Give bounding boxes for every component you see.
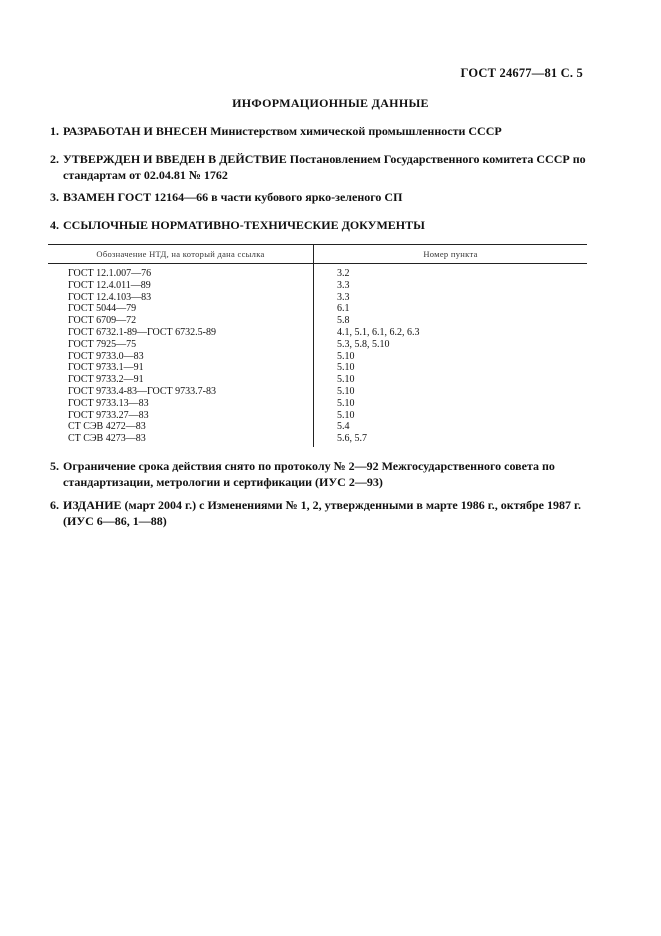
info-item-5 <box>50 458 590 490</box>
table-cell-document: ГОСТ 9733.0—83 <box>68 350 144 362</box>
table-cell-clause: 5.4 <box>337 421 350 433</box>
item-text: Ограничение срока действия снято по протоколу № 2—92 Межгосударственного совета по стандартизации, метрологии и сертификации (ИУС 2—93) <box>63 459 555 489</box>
table-cell-clause: 5.3, 5.8, 5.10 <box>337 338 390 350</box>
item-number: 3. <box>50 190 59 204</box>
item-number: 2. <box>50 152 59 166</box>
item-heading: УТВЕРЖДЕН И ВВЕДЕН В ДЕЙСТВИЕ <box>63 152 287 166</box>
table-cell-clause: 5.8 <box>337 315 350 327</box>
item-text: (март 2004 г.) с Изменениями № 1, 2, утвержденными в марте 1986 г., октябре 1987 г. (ИУС 6—86, 1—88) <box>63 498 582 528</box>
table-body <box>48 264 587 447</box>
item-number: 6. <box>50 498 59 512</box>
table-cell-document: СТ СЭВ 4272—83 <box>68 421 146 433</box>
table-cell-clause: 3.3 <box>337 291 350 303</box>
info-item-4 <box>50 217 590 233</box>
document-column <box>48 264 314 447</box>
item-number: 1. <box>50 124 59 138</box>
table-cell-clause: 3.2 <box>337 268 350 279</box>
item-text: Министерством химической промышленности СССР <box>207 124 502 138</box>
item-heading: РАЗРАБОТАН И ВНЕСЕН <box>63 124 208 138</box>
table-cell-document: ГОСТ 5044—79 <box>68 303 137 315</box>
table-cell-document: ГОСТ 9733.4-83—ГОСТ 9733.7-83 <box>68 385 216 397</box>
item-number: 4. <box>50 218 59 232</box>
table-cell-document: ГОСТ 9733.2—91 <box>68 374 144 386</box>
table-cell-document: СТ СЭВ 4273—83 <box>68 433 146 445</box>
table-cell-document: ГОСТ 12.4.011—89 <box>68 279 151 291</box>
column-header-clause: Номер пункта <box>423 249 478 259</box>
table-cell-clause: 5.10 <box>337 350 355 362</box>
item-text: в части кубового ярко-зеленого СП <box>208 190 403 204</box>
info-item-1 <box>50 123 590 139</box>
item-number: 5. <box>50 459 59 473</box>
table-header <box>48 244 587 264</box>
item-heading: ССЫЛОЧНЫЕ НОРМАТИВНО-ТЕХНИЧЕСКИЕ ДОКУМЕНТЫ <box>63 218 425 232</box>
page-title: ИНФОРМАЦИОННЫЕ ДАННЫЕ <box>232 96 429 110</box>
references-table <box>48 244 587 447</box>
table-cell-document: ГОСТ 9733.1—91 <box>68 362 144 374</box>
table-cell-clause: 5.10 <box>337 362 355 374</box>
table-cell-clause: 6.1 <box>337 303 350 315</box>
table-cell-document: ГОСТ 12.4.103—83 <box>68 291 152 303</box>
table-cell-document: ГОСТ 12.1.007—76 <box>68 268 152 279</box>
table-cell-clause: 5.6, 5.7 <box>337 433 367 445</box>
page-header: ГОСТ 24677—81 С. 5 <box>460 66 583 80</box>
info-item-3 <box>50 189 590 205</box>
item-heading: ИЗДАНИЕ <box>63 498 122 512</box>
table-cell-document: ГОСТ 9733.27—83 <box>68 409 149 421</box>
clause-column <box>314 264 587 447</box>
table-cell-clause: 5.10 <box>337 409 355 421</box>
table-cell-clause: 5.10 <box>337 385 355 397</box>
table-cell-document: ГОСТ 6732.1-89—ГОСТ 6732.5-89 <box>68 326 216 338</box>
info-item-6 <box>50 497 590 529</box>
table-cell-document: ГОСТ 6709—72 <box>68 315 137 327</box>
table-cell-clause: 3.3 <box>337 279 350 291</box>
table-cell-document: ГОСТ 7925—75 <box>68 338 137 350</box>
item-heading: ВЗАМЕН ГОСТ 12164—66 <box>63 190 209 204</box>
item-text: Постановлением Государственного комитета СССР по стандартам от 02.04.81 № 1762 <box>63 152 586 182</box>
column-header-document: Обозначение НТД, на который дана ссылка <box>48 245 314 263</box>
table-cell-clause: 5.10 <box>337 397 355 409</box>
table-cell-document: ГОСТ 9733.13—83 <box>68 397 149 409</box>
table-cell-clause: 4.1, 5.1, 6.1, 6.2, 6.3 <box>337 326 420 338</box>
table-cell-clause: 5.10 <box>337 374 355 386</box>
info-item-2 <box>50 151 590 183</box>
